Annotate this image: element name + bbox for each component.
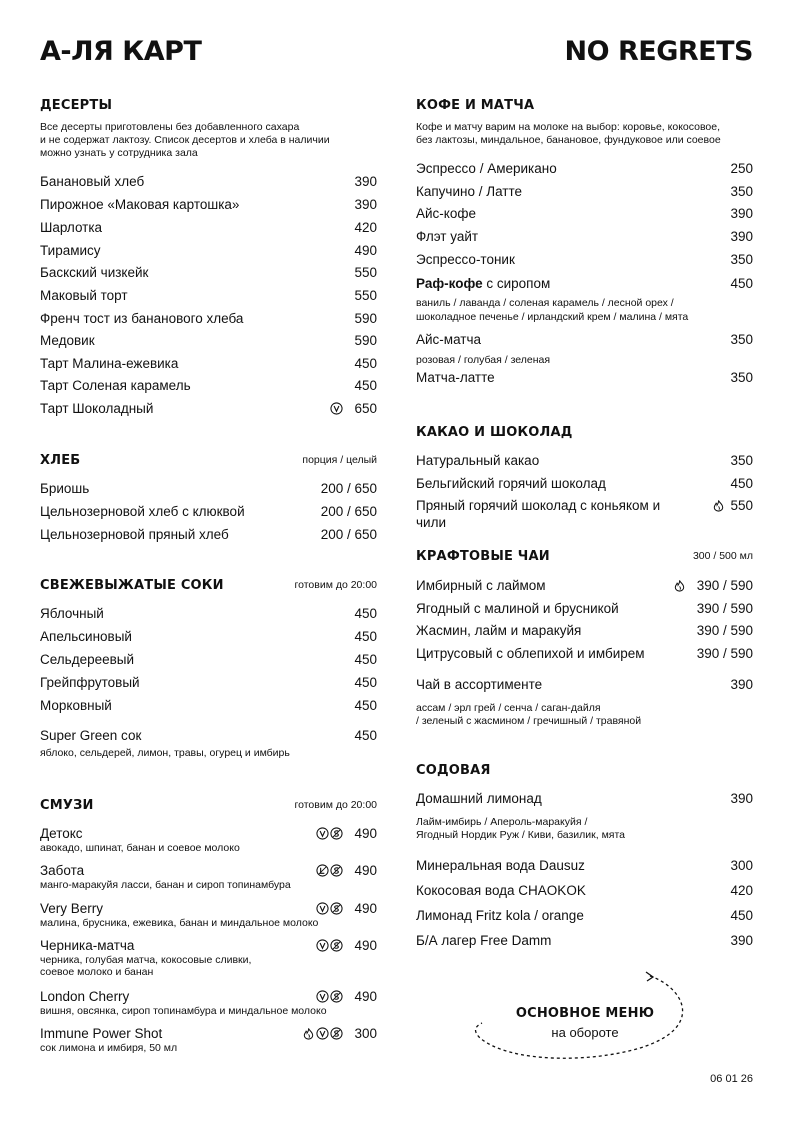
vegan-icon xyxy=(316,1027,329,1040)
item-description: сок лимона и имбиря, 50 мл xyxy=(40,1042,178,1054)
sugar-free-icon xyxy=(330,864,343,877)
vegan-icon xyxy=(316,902,329,915)
item-name: Пирожное «Маковая картошка» xyxy=(40,197,240,212)
item-price-wrap xyxy=(354,378,377,393)
sugar-free-icon xyxy=(330,827,343,840)
item-description: Ягодный Нордик Руж / Киви, базилик, мята xyxy=(416,829,626,841)
item-price-wrap xyxy=(316,863,377,878)
item-name: Капучино / Латте xyxy=(416,184,523,199)
item-name: Чай в ассортименте xyxy=(416,677,543,692)
menu-item xyxy=(40,265,377,280)
menu-item xyxy=(416,476,753,491)
sugar-free-icon xyxy=(330,939,343,952)
sugar-free-icon xyxy=(330,1027,343,1040)
spicy-icon xyxy=(712,499,725,512)
section-title-coffee: КОФЕ И МАТЧА xyxy=(416,98,535,113)
main-menu-link[interactable] xyxy=(500,1006,670,1040)
menu-item xyxy=(416,184,753,199)
item-price: 490 xyxy=(354,901,377,916)
item-price: 390 / 590 xyxy=(696,578,753,593)
item-name: Б/А лагер Free Damm xyxy=(416,933,552,948)
item-price-wrap xyxy=(730,453,753,468)
item-description: черника, голубая матча, кокосовые сливки, xyxy=(40,954,252,966)
item-name: Шарлотка xyxy=(40,220,103,235)
item-price: 200 / 650 xyxy=(320,481,377,496)
spicy-icon xyxy=(302,1027,315,1040)
item-price-wrap xyxy=(730,476,753,491)
diet-icons xyxy=(316,939,343,952)
item-price: 450 xyxy=(354,675,377,690)
menu-item xyxy=(40,220,377,235)
item-price: 390 / 590 xyxy=(696,646,753,661)
item-price: 390 xyxy=(730,206,753,221)
item-price-wrap xyxy=(730,252,753,267)
item-name: Immune Power Shot xyxy=(40,1026,163,1041)
item-price-wrap xyxy=(354,629,377,644)
main-menu-subtitle: на обороте xyxy=(551,1025,619,1040)
menu-item-matcha-latte xyxy=(416,370,753,385)
section-title-smoothies: СМУЗИ xyxy=(40,798,94,813)
menu-item xyxy=(40,989,377,1004)
item-price-wrap xyxy=(730,206,753,221)
item-price: 300 xyxy=(354,1026,377,1041)
menu-item xyxy=(40,938,377,953)
item-name: Ягодный с малиной и брусникой xyxy=(416,601,619,616)
item-price: 350 xyxy=(730,453,753,468)
item-price-wrap xyxy=(354,606,377,621)
item-price-wrap xyxy=(730,908,753,923)
diet-icons xyxy=(316,864,343,877)
item-price-wrap xyxy=(354,265,377,280)
item-name: Матча-латте xyxy=(416,370,495,385)
vegan-icon xyxy=(316,827,329,840)
page-title: А-ЛЯ КАРТ xyxy=(40,36,202,67)
item-price: 300 xyxy=(730,858,753,873)
menu-item xyxy=(416,858,753,873)
item-price-wrap xyxy=(730,883,753,898)
item-name: Эспрессо-тоник xyxy=(416,252,515,267)
item-name: Тирамису xyxy=(40,243,101,258)
menu-item xyxy=(40,1026,377,1041)
vegan-icon xyxy=(316,939,329,952)
note-line: можно узнать у сотрудника зала xyxy=(40,147,198,159)
item-price: 390 xyxy=(354,174,377,189)
section-title-cocoa: КАКАО И ШОКОЛАД xyxy=(416,425,573,440)
item-name: Апельсиновый xyxy=(40,629,132,644)
item-price: 450 xyxy=(354,652,377,667)
item-price-wrap xyxy=(697,623,753,638)
item-name: Банановый хлеб xyxy=(40,174,145,189)
item-name: Забота xyxy=(40,863,85,878)
menu-item xyxy=(40,481,377,496)
note-line: Все десерты приготовлены без добавленного сахара xyxy=(40,121,300,133)
menu-item-raf xyxy=(416,276,753,291)
item-price-wrap xyxy=(302,1026,377,1041)
diet-icons xyxy=(330,402,343,415)
juices-side-note: готовим до 20:00 xyxy=(294,579,377,591)
diet-icons xyxy=(316,827,343,840)
item-price: 450 xyxy=(730,276,753,291)
item-price-wrap xyxy=(354,356,377,371)
menu-item-assorted-tea xyxy=(416,677,753,692)
item-name-bold: Раф-кофе xyxy=(416,276,483,291)
item-name: Тарт Соленая карамель xyxy=(40,378,191,393)
item-name: Морковный xyxy=(40,698,112,713)
item-name: Маковый торт xyxy=(40,288,128,303)
item-price: 350 xyxy=(730,332,753,347)
menu-item xyxy=(40,826,377,841)
item-description: розовая / голубая / зеленая xyxy=(416,354,551,366)
item-price-wrap xyxy=(697,646,753,661)
item-price: 450 xyxy=(354,728,377,743)
item-name-rest: с сиропом xyxy=(482,276,551,291)
menu-item xyxy=(416,252,753,267)
item-price-wrap xyxy=(730,161,753,176)
item-name: Домашний лимонад xyxy=(416,791,542,806)
item-price: 390 xyxy=(354,197,377,212)
item-price: 390 xyxy=(730,677,753,692)
item-description: вишня, овсянка, сироп топинамбура и миндальное молоко xyxy=(40,1005,327,1017)
item-name: Черника-матча xyxy=(40,938,135,953)
item-price-wrap xyxy=(354,652,377,667)
item-name: Пряный горячий шоколад с коньяком и xyxy=(416,498,661,513)
item-price: 550 xyxy=(354,288,377,303)
section-title-desserts: ДЕСЕРТЫ xyxy=(40,98,113,113)
item-price: 450 xyxy=(354,356,377,371)
item-price-wrap xyxy=(316,901,377,916)
item-price-wrap xyxy=(354,728,377,743)
note-line: без лактозы, миндальное, банановое, фундуковое или соевое xyxy=(416,134,721,146)
item-name: Грейпфрутовый xyxy=(40,675,140,690)
item-name: Натуральный какао xyxy=(416,453,540,468)
menu-item xyxy=(416,161,753,176)
item-name: Айс-матча xyxy=(416,332,482,347)
section-title-soda: СОДОВАЯ xyxy=(416,763,491,778)
item-name: Флэт уайт xyxy=(416,229,479,244)
item-price-wrap xyxy=(730,184,753,199)
menu-item-ice-matcha xyxy=(416,332,753,347)
item-price: 490 xyxy=(354,826,377,841)
item-price: 250 xyxy=(730,161,753,176)
item-price: 590 xyxy=(354,311,377,326)
item-price-wrap xyxy=(321,527,377,542)
section-title-juices: СВЕЖЕВЫЖАТЫЕ СОКИ xyxy=(40,578,224,593)
teas-side-note: 300 / 500 мл xyxy=(692,550,753,562)
brand-logo: NO REGRETS xyxy=(564,36,753,67)
item-name xyxy=(416,276,550,291)
item-price-wrap xyxy=(712,498,753,513)
item-name: Яблочный xyxy=(40,606,104,621)
note-line: и не содержат лактозу. Список десертов и хлеба в наличии xyxy=(40,134,330,146)
menu-item xyxy=(40,728,377,743)
menu-item xyxy=(416,206,753,221)
item-price-wrap xyxy=(321,504,377,519)
item-price: 200 / 650 xyxy=(320,527,377,542)
menu-item-spicy-chocolate xyxy=(416,498,753,513)
note-line: Кофе и матчу варим на молоке на выбор: коровье, кокосовое, xyxy=(416,121,721,133)
menu-item xyxy=(416,623,753,638)
bread-side-note: порция / целый xyxy=(302,454,377,466)
item-price-wrap xyxy=(330,401,377,416)
item-name: Тарт Шоколадный xyxy=(40,401,154,416)
item-price: 490 xyxy=(354,938,377,953)
vegan-icon xyxy=(330,402,343,415)
item-price-wrap xyxy=(321,481,377,496)
item-price-wrap xyxy=(354,174,377,189)
item-name: Цельнозерновой пряный хлеб xyxy=(40,527,229,542)
item-price: 390 / 590 xyxy=(696,601,753,616)
item-price: 450 xyxy=(354,378,377,393)
item-price: 350 xyxy=(730,184,753,199)
item-name: Кокосовая вода CHAOKOK xyxy=(416,883,586,898)
menu-item xyxy=(416,933,753,948)
item-name: Very Berry xyxy=(40,901,104,916)
item-name: Эспрессо / Американо xyxy=(416,161,557,176)
smoothies-side-note: готовим до 20:00 xyxy=(294,799,377,811)
item-price: 490 xyxy=(354,989,377,1004)
item-name: Бельгийский горячий шоколад xyxy=(416,476,606,491)
item-price: 390 xyxy=(730,933,753,948)
item-price-wrap xyxy=(354,333,377,348)
item-name: Айс-кофе xyxy=(416,206,476,221)
item-price-wrap xyxy=(354,698,377,713)
item-price: 590 xyxy=(354,333,377,348)
item-price: 420 xyxy=(730,883,753,898)
item-name: Сельдереевый xyxy=(40,652,135,667)
vegan-icon xyxy=(316,990,329,1003)
menu-item xyxy=(416,646,753,661)
item-price-wrap xyxy=(354,311,377,326)
item-price: 450 xyxy=(354,629,377,644)
menu-item xyxy=(416,453,753,468)
sugar-free-icon xyxy=(330,990,343,1003)
menu-item xyxy=(40,901,377,916)
item-name: London Cherry xyxy=(40,989,130,1004)
menu-item-lemonade xyxy=(416,791,753,806)
menu-item xyxy=(40,311,377,326)
item-name-continued: чили xyxy=(416,515,446,530)
menu-item xyxy=(40,527,377,542)
item-description: Лайм-имбирь / Апероль-маракуйя / xyxy=(416,816,588,828)
menu-item xyxy=(40,333,377,348)
item-price: 350 xyxy=(730,252,753,267)
item-price: 550 xyxy=(354,265,377,280)
item-price: 200 / 650 xyxy=(320,504,377,519)
item-price: 390 xyxy=(730,791,753,806)
sugar-free-icon xyxy=(330,902,343,915)
item-name: Медовик xyxy=(40,333,95,348)
item-price: 390 / 590 xyxy=(696,623,753,638)
item-price-wrap xyxy=(730,858,753,873)
item-price: 450 xyxy=(730,908,753,923)
menu-date: 06 01 26 xyxy=(710,1073,753,1085)
item-name: Цитрусовый с облепихой и имбирем xyxy=(416,646,645,661)
diet-icons xyxy=(302,1027,343,1040)
item-description: / зеленый с жасмином / гречишный / травяной xyxy=(416,715,642,727)
section-title-teas: КРАФТОВЫЕ ЧАИ xyxy=(416,549,550,564)
item-price-wrap xyxy=(730,933,753,948)
menu-item xyxy=(40,863,377,878)
menu-item xyxy=(40,652,377,667)
item-description: авокадо, шпинат, банан и соевое молоко xyxy=(40,842,240,854)
item-description: ваниль / лаванда / соленая карамель / лесной орех / xyxy=(416,297,674,309)
menu-item xyxy=(40,504,377,519)
item-price: 450 xyxy=(354,698,377,713)
item-price: 650 xyxy=(354,401,377,416)
menu-item xyxy=(40,174,377,189)
item-price-wrap xyxy=(354,220,377,235)
item-price: 420 xyxy=(354,220,377,235)
main-menu-title: ОСНОВНОЕ МЕНЮ xyxy=(515,1006,655,1021)
menu-item xyxy=(416,883,753,898)
item-price-wrap xyxy=(354,243,377,258)
item-price: 550 xyxy=(730,498,753,513)
menu-item xyxy=(40,197,377,212)
item-name: Тарт Малина-ежевика xyxy=(40,356,179,371)
item-price-wrap xyxy=(697,601,753,616)
lactose-free-icon xyxy=(316,864,329,877)
item-price: 490 xyxy=(354,863,377,878)
menu-item xyxy=(40,401,377,416)
item-price: 390 xyxy=(730,229,753,244)
item-name: Баскский чизкейк xyxy=(40,265,149,280)
menu-item xyxy=(40,356,377,371)
item-price-wrap xyxy=(354,288,377,303)
diet-icons xyxy=(316,990,343,1003)
item-name: Бриошь xyxy=(40,481,90,496)
menu-item xyxy=(416,601,753,616)
item-price-wrap xyxy=(354,675,377,690)
menu-item xyxy=(416,578,753,593)
item-name: Super Green сок xyxy=(40,728,142,743)
item-price-wrap xyxy=(730,229,753,244)
menu-item xyxy=(40,698,377,713)
item-name: Френч тост из бананового хлеба xyxy=(40,311,244,326)
item-name: Жасмин, лайм и маракуйя xyxy=(416,623,582,638)
item-price-wrap xyxy=(673,578,753,593)
item-price: 450 xyxy=(730,476,753,491)
menu-item xyxy=(40,675,377,690)
item-description: манго-маракуйя ласси, банан и сироп топинамбура xyxy=(40,879,291,891)
coffee-note xyxy=(416,121,756,147)
section-title-bread: ХЛЕБ xyxy=(40,453,81,468)
spicy-icon xyxy=(673,579,686,592)
item-name: Имбирный с лаймом xyxy=(416,578,546,593)
item-description: малина, брусника, ежевика, банан и миндальное молоко xyxy=(40,917,319,929)
item-name: Цельнозерновой хлеб с клюквой xyxy=(40,504,245,519)
menu-item xyxy=(40,378,377,393)
menu-item xyxy=(40,629,377,644)
item-price-wrap xyxy=(316,826,377,841)
menu-item xyxy=(416,908,753,923)
desserts-note xyxy=(40,121,380,160)
diet-icons xyxy=(316,902,343,915)
item-price: 490 xyxy=(354,243,377,258)
item-price: 450 xyxy=(354,606,377,621)
item-name: Детокс xyxy=(40,826,83,841)
item-price: 350 xyxy=(730,370,753,385)
menu-item xyxy=(40,243,377,258)
item-name: Лимонад Fritz kola / orange xyxy=(416,908,584,923)
item-description: яблоко, сельдерей, лимон, травы, огурец и имбирь xyxy=(40,747,290,759)
item-description: соевое молоко и банан xyxy=(40,966,154,978)
item-price-wrap xyxy=(354,197,377,212)
item-name: Минеральная вода Dausuz xyxy=(416,858,585,873)
menu-item xyxy=(416,229,753,244)
menu-item xyxy=(40,288,377,303)
menu-item xyxy=(40,606,377,621)
item-description: ассам / эрл грей / сенча / саган-дайля xyxy=(416,702,601,714)
item-price-wrap xyxy=(316,938,377,953)
diet-icons xyxy=(673,579,686,592)
item-price-wrap xyxy=(316,989,377,1004)
item-description: шоколадное печенье / ирландский крем / малина / мята xyxy=(416,311,689,323)
